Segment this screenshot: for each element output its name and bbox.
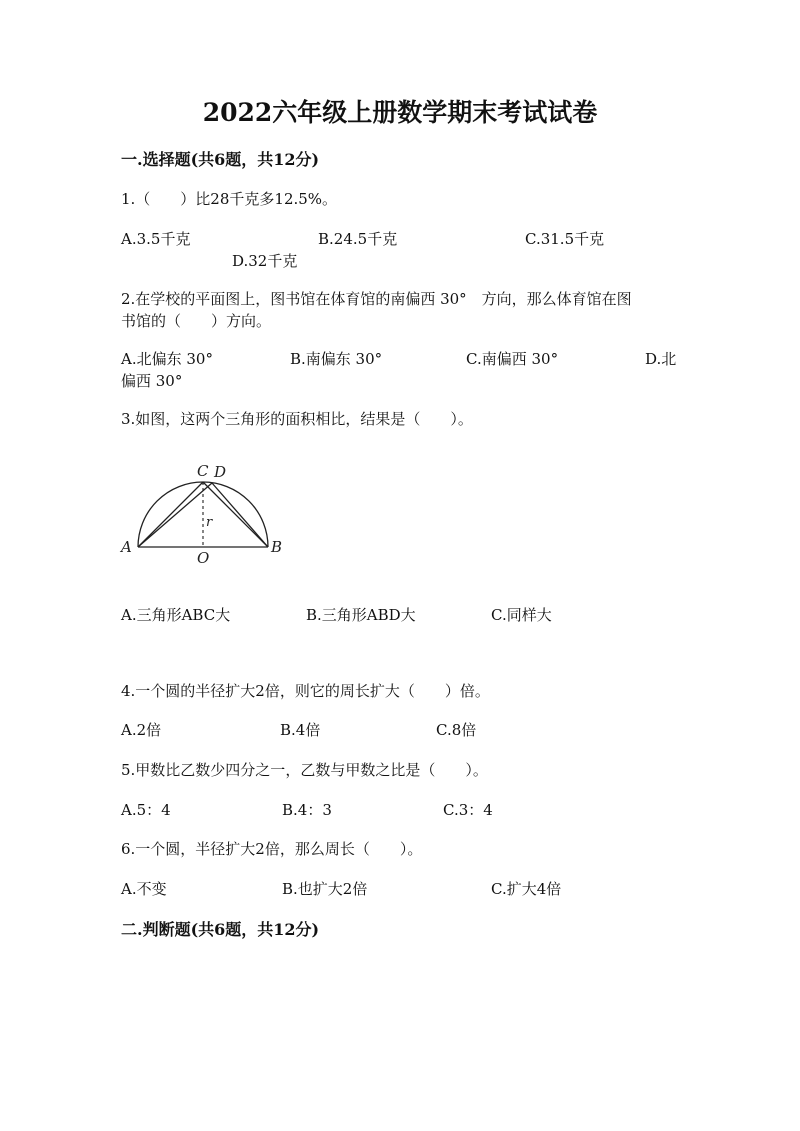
segment-ad <box>138 483 212 547</box>
question-1-stem: 1.（ ）比28千克多12.5%。 <box>121 190 338 208</box>
label-b: B <box>271 538 283 556</box>
question-6-option-a[interactable]: A.不变 <box>121 880 167 898</box>
question-6-stem: 6.一个圆，半径扩大2倍，那么周长（ ）。 <box>121 840 423 858</box>
question-4-option-a[interactable]: A.2倍 <box>121 721 162 739</box>
question-4-option-b[interactable]: B.4倍 <box>280 721 321 739</box>
question-3-stem: 3.如图，这两个三角形的面积相比，结果是（ ）。 <box>121 410 473 428</box>
question-3-option-a[interactable]: A.三角形ABC大 <box>121 606 231 624</box>
question-6-option-b[interactable]: B.也扩大2倍 <box>282 880 368 898</box>
question-3-option-c[interactable]: C.同样大 <box>491 606 552 624</box>
question-1-option-a[interactable]: A.3.5千克 <box>121 230 191 248</box>
label-o: O <box>197 549 210 567</box>
question-6-option-c[interactable]: C.扩大4倍 <box>491 880 562 898</box>
question-2-stem-line1: 2.在学校的平面图上，图书馆在体育馆的南偏西 30° 方向，那么体育馆在图 <box>121 290 632 308</box>
question-1-option-d[interactable]: D.32千克 <box>232 252 298 270</box>
question-2-option-b[interactable]: B.南偏东 30° <box>290 350 383 368</box>
question-2-option-a[interactable]: A.北偏东 30° <box>121 350 213 368</box>
question-4-option-c[interactable]: C.8倍 <box>436 721 477 739</box>
question-5-stem: 5.甲数比乙数少四分之一，乙数与甲数之比是（ ）。 <box>121 761 488 779</box>
label-a: A <box>121 538 132 556</box>
question-1-option-b[interactable]: B.24.5千克 <box>318 230 398 248</box>
question-5-option-b[interactable]: B.4：3 <box>282 801 332 819</box>
page-title: 2022六年级上册数学期末考试试卷 <box>202 98 598 127</box>
question-2-option-d-continued: 偏西 30° <box>121 372 183 390</box>
question-5-option-a[interactable]: A.5：4 <box>121 801 171 819</box>
question-4-stem: 4.一个圆的半径扩大2倍，则它的周长扩大（ ）倍。 <box>121 682 490 700</box>
section-heading-choice: 一.选择题(共6题，共12分) <box>121 150 320 169</box>
semicircle-triangles-figure <box>115 455 300 575</box>
question-3-option-b[interactable]: B.三角形ABD大 <box>306 606 416 624</box>
question-2-option-c[interactable]: C.南偏西 30° <box>466 350 559 368</box>
label-c: C <box>197 462 209 480</box>
segment-ac <box>138 482 203 547</box>
question-1-option-c[interactable]: C.31.5千克 <box>525 230 605 248</box>
question-2-stem-line2: 书馆的（ ）方向。 <box>121 312 272 330</box>
segment-cb <box>203 482 268 547</box>
section-heading-judgement: 二.判断题(共6题，共12分) <box>121 920 320 939</box>
question-5-option-c[interactable]: C.3：4 <box>443 801 493 819</box>
label-d: D <box>214 463 227 481</box>
question-2-option-d[interactable]: D.北 <box>645 350 677 368</box>
label-r: r <box>206 515 213 530</box>
